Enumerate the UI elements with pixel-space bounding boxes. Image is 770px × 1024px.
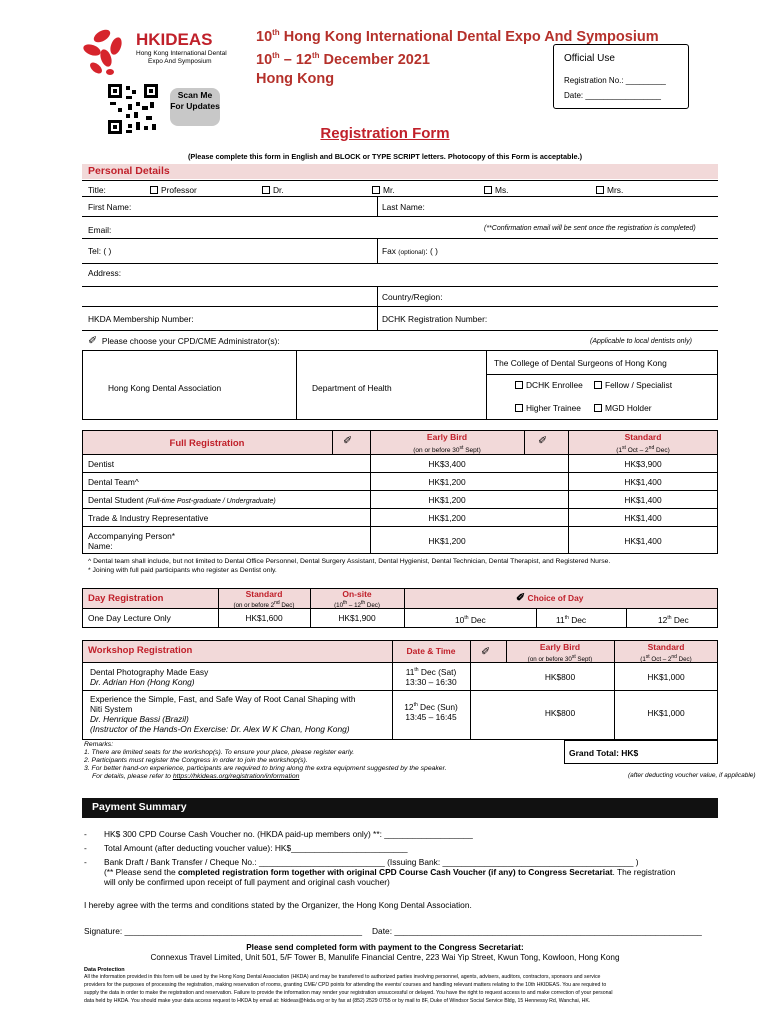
official-use-box bbox=[553, 44, 689, 109]
w1-std-price: HK$1,000 bbox=[647, 672, 685, 682]
logo-sub1: Hong Kong International Dental bbox=[136, 50, 227, 57]
full-row-dentist: Dentist bbox=[88, 459, 115, 469]
title-option-dr[interactable]: Dr. bbox=[262, 185, 284, 195]
day-option-10[interactable]: 10th Dec bbox=[455, 614, 486, 625]
w1-title: Dental Photography Made Easy bbox=[90, 667, 209, 677]
check-icon: ✐ bbox=[516, 592, 526, 604]
full-price: HK$1,400 bbox=[624, 513, 662, 523]
full-price: HK$1,400 bbox=[624, 477, 662, 487]
check-icon: ✐ bbox=[538, 435, 548, 447]
fax-field[interactable]: Fax (optional): ( ) bbox=[382, 246, 438, 256]
full-price: HK$1,200 bbox=[428, 536, 466, 546]
day-standard-label: Standard bbox=[245, 589, 283, 599]
full-early-label: Early Bird bbox=[426, 432, 468, 442]
hkda-membership-field[interactable]: HKDA Membership Number: bbox=[88, 314, 194, 324]
full-row-dental-team: Dental Team^ bbox=[88, 477, 139, 487]
title-label: Title: bbox=[88, 185, 106, 195]
country-field[interactable]: Country/Region: bbox=[382, 292, 443, 302]
agree-text: I hereby agree with the terms and conditions stated by the Organizer, the Hong Kong Dental Association. bbox=[84, 900, 472, 910]
instructions: (Please complete this form in English and BLOCK or TYPE SCRIPT letters. Photocopy of this Form is acceptable.) bbox=[187, 152, 583, 161]
checkbox-icon bbox=[262, 186, 270, 194]
send-to: Please send completed form with payment to the Congress Secretariat: bbox=[246, 943, 524, 952]
tel-field[interactable]: Tel: ( ) bbox=[88, 246, 112, 256]
w2-date: 12th Dec (Sun) bbox=[404, 701, 458, 712]
check-icon: ✐ bbox=[481, 646, 491, 658]
checkbox-icon bbox=[515, 404, 523, 412]
full-price: HK$1,200 bbox=[428, 477, 466, 487]
title-option-mr[interactable]: Mr. bbox=[372, 185, 395, 195]
full-price: HK$3,400 bbox=[428, 459, 466, 469]
first-name-field[interactable]: First Name: bbox=[88, 202, 132, 212]
info-link[interactable]: https://hkideas.org/registration/information bbox=[172, 773, 300, 780]
email-field[interactable]: Email: bbox=[88, 225, 112, 235]
cpd-dchk-enrollee[interactable]: DCHK Enrollee bbox=[515, 380, 583, 390]
dp-line-2: providers for the purposes of processing the registration, making reservation of rooms, granting CME/ CPD points for attending the events/ courses and handling relevant matters relating to the 10th HKIDEAS. You are required to bbox=[84, 982, 607, 988]
logo-text: HKIDEAS bbox=[136, 30, 213, 49]
w1-early-price: HK$800 bbox=[544, 672, 576, 682]
cpd-option-college: The College of Dental Surgeons of Hong Kong bbox=[494, 358, 667, 368]
event-location: Hong Kong bbox=[256, 71, 335, 87]
full-row-student: Dental Student (Full-time Post-graduate / Undergraduate) bbox=[88, 495, 276, 505]
remark-1: 1. There are limited seats for the workshop(s). To ensure your place, please register early. bbox=[84, 749, 355, 756]
logo-sub2: Expo And Symposium bbox=[148, 58, 212, 65]
bank-line[interactable]: Bank Draft / Bank Transfer / Cheque No.: ___________________________ (Issuing Bank: _________________________________________ ) bbox=[104, 857, 639, 867]
cpd-option-doh[interactable]: Department of Health bbox=[312, 383, 392, 393]
cpd-mgd-holder[interactable]: MGD Holder bbox=[594, 403, 652, 413]
form-title: Registration Form bbox=[320, 125, 450, 142]
remark-3: 3. For better hand-on experience, participants are required to bring along the extra equipment suggested by the speaker. bbox=[84, 765, 447, 772]
checkbox-icon bbox=[484, 186, 492, 194]
address-field[interactable]: Address: bbox=[88, 268, 122, 278]
ws-standard-sub: (1st Oct – 2nd Dec) bbox=[640, 654, 692, 664]
official-use-label: Official Use bbox=[564, 53, 615, 64]
data-protection-title: Data Protection bbox=[84, 967, 125, 973]
checkbox-icon bbox=[594, 404, 602, 412]
accompanying-name-field[interactable]: Name: bbox=[88, 541, 113, 551]
title-option-professor[interactable]: Professor bbox=[150, 185, 197, 195]
full-standard-sub: (1st Oct – 2nd Dec) bbox=[616, 445, 670, 455]
ws-early-sub: (on or before 30st Sept) bbox=[527, 654, 593, 664]
full-early-sub: (on or before 30st Sept) bbox=[413, 445, 481, 455]
grand-total-box[interactable] bbox=[564, 740, 718, 764]
full-price: HK$3,900 bbox=[624, 459, 662, 469]
signature-field[interactable]: Signature: ___________________________________________________ bbox=[84, 926, 363, 936]
checkbox-icon bbox=[596, 186, 604, 194]
personal-section-title: Personal Details bbox=[88, 165, 170, 177]
w1-speaker: Dr. Adrian Hon (Hong Kong) bbox=[90, 677, 195, 687]
day-option-11[interactable]: 11th Dec bbox=[556, 614, 587, 625]
dp-line-4: data held by HKDA. You should make your data access request to HKDA by email at: hkideas@hkda.org or by fax at (852) 2529 0755 or by mail to 8F, Duke of Windsor Social Service Bldg, 15 Hennessy Rd, Wanchai, HK. bbox=[84, 998, 591, 1004]
title-option-ms[interactable]: Ms. bbox=[484, 185, 509, 195]
grand-total-label: Grand Total: HK$ bbox=[569, 748, 639, 758]
ws-standard-label: Standard bbox=[647, 642, 685, 652]
full-note-2: * Joining with full paid participants who register as Dentist only. bbox=[88, 567, 277, 574]
full-note-1: ^ Dental team shall include, but not limited to Dental Office Personnel, Dental Surgery Assistant, Dental Hygienist, Dental Technician, Dental Therapist, and Registered Nurse. bbox=[88, 558, 611, 565]
full-row-accompanying: Accompanying Person* bbox=[88, 531, 176, 541]
w2-title-2: Niti System bbox=[90, 704, 133, 714]
send-note: (** Please send the completed registration form together with original CPD Course Cash Voucher (if any) to Congress Secretariat. The registration bbox=[104, 867, 676, 877]
remark-2: 2. Participants must register the Congress in order to join the workshop(s). bbox=[84, 757, 308, 764]
workshop-date-time: Date & Time bbox=[406, 646, 456, 656]
official-date: Date: _________________ bbox=[564, 91, 661, 100]
payment-title: Payment Summary bbox=[92, 801, 187, 813]
cpd-note: (Applicable to local dentists only) bbox=[590, 338, 692, 345]
w2-time: 13:45 – 16:45 bbox=[405, 712, 457, 722]
w2-early-price: HK$800 bbox=[544, 708, 576, 718]
check-icon: ✐ bbox=[343, 435, 353, 447]
registration-no: Registration No.: _________ bbox=[564, 76, 666, 85]
full-price: HK$1,400 bbox=[624, 495, 662, 505]
checkbox-icon bbox=[594, 381, 602, 389]
full-reg-title: Full Registration bbox=[169, 438, 245, 449]
cpd-fellow-specialist[interactable]: Fellow / Specialist bbox=[594, 380, 672, 390]
cpd-higher-trainee[interactable]: Higher Trainee bbox=[515, 403, 581, 413]
dp-line-3: supply the data in order to make the registration and reservation. Failure to provide the information may render your registration unsuccessful or delayed. You have the right to request access to and make correction of your personal bbox=[84, 990, 613, 996]
w1-time: 13:30 – 16:30 bbox=[405, 677, 457, 687]
cpd-label: ✐ Please choose your CPD/CME Administrator(s): bbox=[88, 335, 280, 347]
date-field[interactable]: Date: __________________________________________________________________ bbox=[372, 926, 702, 936]
checkbox-icon bbox=[372, 186, 380, 194]
checkbox-icon bbox=[515, 381, 523, 389]
full-price: HK$1,400 bbox=[624, 536, 662, 546]
personal-section-bar bbox=[82, 164, 718, 179]
dp-line-1: All the information provided in this form will be used by the Hong Kong Dental Association (HKDA) and may be transferred to authorized parties involving personnel, agents, advisers, auditors, contractors, sponsors and service bbox=[84, 974, 601, 980]
w2-speaker: Dr. Henrique Bassi (Brazil) bbox=[90, 714, 189, 724]
grand-total-note: (after deducting voucher value, if applicable) bbox=[628, 772, 756, 779]
secretariat-address: Connexus Travel Limited, Unit 501, 5/F Tower B, Manulife Financial Centre, 223 Wai Yip Street, Kwun Tong, Kowloon, Hong Kong bbox=[150, 953, 620, 962]
day-option-12[interactable]: 12th Dec bbox=[658, 614, 689, 625]
email-note: (**Confirmation email will be sent once the registration is completed) bbox=[484, 225, 696, 232]
scan-badge bbox=[170, 88, 220, 126]
day-std-price: HK$1,600 bbox=[245, 613, 283, 623]
last-name-field[interactable]: Last Name: bbox=[382, 202, 425, 212]
day-row-label: One Day Lecture Only bbox=[88, 613, 171, 623]
w1-date: 11th Dec (Sat) bbox=[405, 666, 457, 677]
choice-of-day: ✐ Choice of Day bbox=[516, 592, 584, 604]
full-price: HK$1,200 bbox=[428, 513, 466, 523]
scan-label: Scan Me For Updates bbox=[170, 90, 220, 111]
w2-instructor: (Instructor of the Hands-On Exercise: Dr. Alex W K Chan, Hong Kong) bbox=[90, 724, 350, 734]
event-dates: 10th – 12th December 2021 bbox=[256, 51, 430, 68]
voucher-line[interactable]: HK$ 300 CPD Course Cash Voucher no. (HKDA paid-up members only) **: ___________________ bbox=[104, 829, 473, 839]
full-standard-label: Standard bbox=[624, 432, 662, 442]
remark-4: For details, please refer to https://hkideas.org/registration/information bbox=[92, 773, 300, 780]
w2-std-price: HK$1,000 bbox=[647, 708, 685, 718]
cpd-option-hkda[interactable]: Hong Kong Dental Association bbox=[108, 383, 222, 393]
event-title: 10th Hong Kong International Dental Expo And Symposium bbox=[256, 28, 659, 45]
full-row-trade: Trade & Industry Representative bbox=[88, 513, 209, 523]
check-icon: ✐ bbox=[88, 335, 98, 347]
day-onsite-price: HK$1,900 bbox=[338, 613, 376, 623]
full-price: HK$1,200 bbox=[428, 495, 466, 505]
dchk-registration-field[interactable]: DCHK Registration Number: bbox=[382, 314, 488, 324]
remarks-label: Remarks: bbox=[84, 741, 114, 748]
w2-title-1: Experience the Simple, Fast, and Safe Way of Root Canal Shaping with bbox=[90, 694, 356, 704]
day-onsite-label: On-site bbox=[342, 589, 372, 599]
day-onsite-sub: (10th – 12th Dec) bbox=[334, 600, 380, 610]
day-reg-title: Day Registration bbox=[88, 593, 164, 604]
title-option-mrs[interactable]: Mrs. bbox=[596, 185, 623, 195]
workshop-title: Workshop Registration bbox=[88, 645, 193, 656]
total-amount-line[interactable]: Total Amount (after deducting voucher value): HK$_________________________ bbox=[104, 843, 408, 853]
ws-early-label: Early Bird bbox=[539, 642, 581, 652]
checkbox-icon bbox=[150, 186, 158, 194]
send-note-2: will only be confirmed upon receipt of full payment and original cash voucher) bbox=[104, 877, 390, 887]
day-standard-sub: (on or before 2nd Dec) bbox=[233, 600, 295, 610]
